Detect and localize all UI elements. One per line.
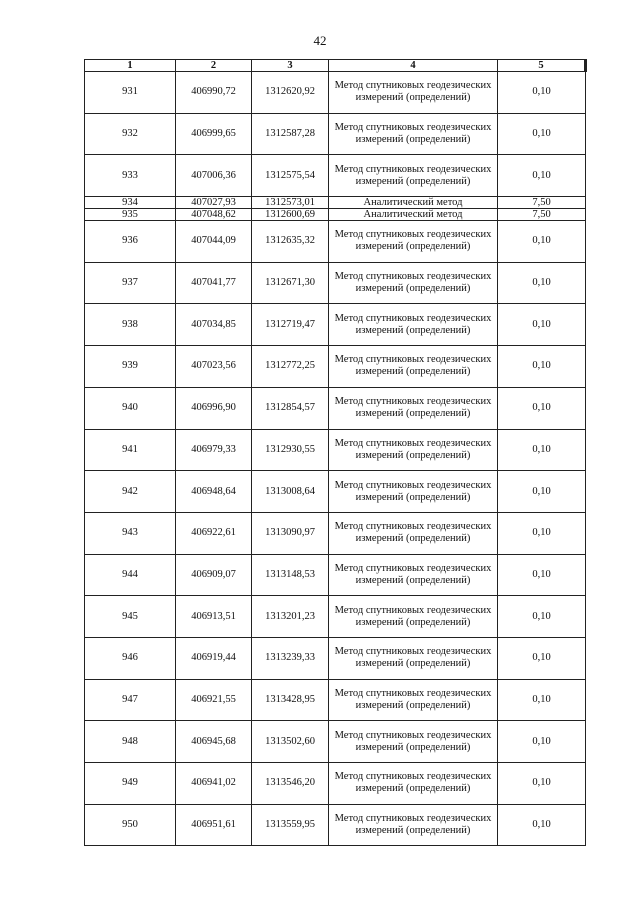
point-number-cell: 945 [85, 596, 176, 638]
table-row [85, 155, 586, 197]
x-coordinate-cell: 406945,68 [176, 721, 252, 763]
y-coordinate-cell: 1313090,97 [252, 512, 329, 554]
accuracy-cell: 0,10 [498, 304, 586, 346]
point-number-cell: 947 [85, 679, 176, 721]
header-row [85, 60, 586, 72]
table-row [85, 512, 586, 554]
table-row [85, 387, 586, 429]
accuracy-cell: 0,10 [498, 679, 586, 721]
method-cell [329, 262, 498, 304]
table-row [85, 804, 586, 846]
method-text: Метод спутниковых геодезических измерений (определений) [334, 80, 492, 104]
header-cell-2: 2 [176, 60, 252, 72]
table-row [85, 429, 586, 471]
method-text: Метод спутниковых геодезических измерений (определений) [334, 562, 492, 586]
method-cell [329, 763, 498, 805]
method-cell: Аналитический метод [329, 209, 498, 221]
x-coordinate-cell: 407044,09 [176, 221, 252, 263]
y-coordinate-cell: 1312620,92 [252, 72, 329, 114]
table-row [85, 262, 586, 304]
table-row [85, 72, 586, 114]
method-cell [329, 429, 498, 471]
accuracy-cell: 0,10 [498, 155, 586, 197]
table-row [85, 113, 586, 155]
y-coordinate-cell: 1313239,33 [252, 637, 329, 679]
method-cell [329, 221, 498, 263]
x-coordinate-cell: 407034,85 [176, 304, 252, 346]
y-coordinate-cell: 1312575,54 [252, 155, 329, 197]
method-cell: Аналитический метод [329, 197, 498, 209]
table-row [85, 679, 586, 721]
method-cell [329, 346, 498, 388]
method-text: Метод спутниковых геодезических измерений (определений) [334, 312, 492, 336]
x-coordinate-cell: 406913,51 [176, 596, 252, 638]
x-coordinate-cell: 407027,93 [176, 197, 252, 209]
point-number-cell: 946 [85, 637, 176, 679]
method-text: Метод спутниковых геодезических измерений (определений) [334, 271, 492, 295]
method-text: Метод спутниковых геодезических измерений (определений) [334, 813, 492, 837]
table-header [85, 60, 586, 72]
method-text: Метод спутниковых геодезических измерений (определений) [334, 122, 492, 146]
y-coordinate-cell: 1312600,69 [252, 209, 329, 221]
method-text: Метод спутниковых геодезических измерений (определений) [334, 687, 492, 711]
accuracy-cell: 0,10 [498, 113, 586, 155]
y-coordinate-cell: 1312854,57 [252, 387, 329, 429]
table-row [85, 721, 586, 763]
table-row [85, 471, 586, 513]
table-row [85, 346, 586, 388]
table-row [85, 763, 586, 805]
table-body [85, 72, 586, 846]
y-coordinate-cell: 1312772,25 [252, 346, 329, 388]
method-cell [329, 387, 498, 429]
accuracy-cell: 0,10 [498, 346, 586, 388]
method-cell [329, 804, 498, 846]
accuracy-cell: 0,10 [498, 804, 586, 846]
method-cell [329, 155, 498, 197]
header-cell-3: 3 [252, 60, 329, 72]
table-row [85, 197, 586, 209]
point-number-cell: 935 [85, 209, 176, 221]
method-cell [329, 596, 498, 638]
method-text: Метод спутниковых геодезических измерений (определений) [334, 604, 492, 628]
accuracy-cell: 0,10 [498, 763, 586, 805]
point-number-cell: 931 [85, 72, 176, 114]
y-coordinate-cell: 1313008,64 [252, 471, 329, 513]
y-coordinate-cell: 1313502,60 [252, 721, 329, 763]
point-number-cell: 940 [85, 387, 176, 429]
x-coordinate-cell: 406948,64 [176, 471, 252, 513]
accuracy-cell: 0,10 [498, 554, 586, 596]
table-row [85, 221, 586, 263]
accuracy-cell: 7,50 [498, 209, 586, 221]
point-number-cell: 939 [85, 346, 176, 388]
accuracy-cell: 0,10 [498, 429, 586, 471]
x-coordinate-cell: 407023,56 [176, 346, 252, 388]
point-number-cell: 932 [85, 113, 176, 155]
x-coordinate-cell: 406909,07 [176, 554, 252, 596]
method-text: Метод спутниковых геодезических измерений (определений) [334, 396, 492, 420]
point-number-cell: 950 [85, 804, 176, 846]
method-cell [329, 721, 498, 763]
y-coordinate-cell: 1312930,55 [252, 429, 329, 471]
y-coordinate-cell: 1313201,23 [252, 596, 329, 638]
point-number-cell: 938 [85, 304, 176, 346]
method-cell [329, 113, 498, 155]
header-cell-1: 1 [85, 60, 176, 72]
coordinates-table [84, 59, 587, 846]
accuracy-cell: 0,10 [498, 512, 586, 554]
y-coordinate-cell: 1312719,47 [252, 304, 329, 346]
method-text: Метод спутниковых геодезических измерений (определений) [334, 646, 492, 670]
y-coordinate-cell: 1313559,95 [252, 804, 329, 846]
method-text: Метод спутниковых геодезических измерений (определений) [334, 479, 492, 503]
accuracy-cell: 0,10 [498, 721, 586, 763]
accuracy-cell: 0,10 [498, 72, 586, 114]
method-text: Метод спутниковых геодезических измерений (определений) [334, 163, 492, 187]
method-text: Метод спутниковых геодезических измерений (определений) [334, 771, 492, 795]
point-number-cell: 937 [85, 262, 176, 304]
x-coordinate-cell: 407041,77 [176, 262, 252, 304]
point-number-cell: 934 [85, 197, 176, 209]
point-number-cell: 944 [85, 554, 176, 596]
method-text: Метод спутниковых геодезических измерений (определений) [334, 354, 492, 378]
method-cell [329, 679, 498, 721]
x-coordinate-cell: 406921,55 [176, 679, 252, 721]
accuracy-cell: 0,10 [498, 471, 586, 513]
method-cell [329, 512, 498, 554]
header-cell-5: 5 [498, 60, 586, 72]
x-coordinate-cell: 407048,62 [176, 209, 252, 221]
y-coordinate-cell: 1312635,32 [252, 221, 329, 263]
accuracy-cell: 7,50 [498, 197, 586, 209]
method-text: Метод спутниковых геодезических измерений (определений) [334, 229, 492, 253]
method-text: Метод спутниковых геодезических измерений (определений) [334, 729, 492, 753]
table-row [85, 596, 586, 638]
method-cell [329, 304, 498, 346]
point-number-cell: 933 [85, 155, 176, 197]
accuracy-cell: 0,10 [498, 596, 586, 638]
point-number-cell: 948 [85, 721, 176, 763]
method-cell [329, 637, 498, 679]
point-number-cell: 942 [85, 471, 176, 513]
accuracy-cell: 0,10 [498, 262, 586, 304]
y-coordinate-cell: 1312671,30 [252, 262, 329, 304]
x-coordinate-cell: 406996,90 [176, 387, 252, 429]
method-cell [329, 471, 498, 513]
method-text: Метод спутниковых геодезических измерений (определений) [334, 437, 492, 461]
table-row [85, 209, 586, 221]
x-coordinate-cell: 407006,36 [176, 155, 252, 197]
table-row [85, 304, 586, 346]
y-coordinate-cell: 1312573,01 [252, 197, 329, 209]
point-number-cell: 949 [85, 763, 176, 805]
point-number-cell: 941 [85, 429, 176, 471]
accuracy-cell: 0,10 [498, 637, 586, 679]
point-number-cell: 936 [85, 221, 176, 263]
y-coordinate-cell: 1313148,53 [252, 554, 329, 596]
method-text: Метод спутниковых геодезических измерений (определений) [334, 521, 492, 545]
accuracy-cell: 0,10 [498, 387, 586, 429]
y-coordinate-cell: 1313428,95 [252, 679, 329, 721]
method-cell [329, 554, 498, 596]
y-coordinate-cell: 1312587,28 [252, 113, 329, 155]
accuracy-cell: 0,10 [498, 221, 586, 263]
point-number-cell: 943 [85, 512, 176, 554]
x-coordinate-cell: 406922,61 [176, 512, 252, 554]
x-coordinate-cell: 406941,02 [176, 763, 252, 805]
x-coordinate-cell: 406990,72 [176, 72, 252, 114]
x-coordinate-cell: 406979,33 [176, 429, 252, 471]
x-coordinate-cell: 406951,61 [176, 804, 252, 846]
y-coordinate-cell: 1313546,20 [252, 763, 329, 805]
x-coordinate-cell: 406919,44 [176, 637, 252, 679]
header-cell-4: 4 [329, 60, 498, 72]
page-number: 42 [313, 33, 327, 48]
method-cell [329, 72, 498, 114]
x-coordinate-cell: 406999,65 [176, 113, 252, 155]
table-row [85, 554, 586, 596]
table-row [85, 637, 586, 679]
